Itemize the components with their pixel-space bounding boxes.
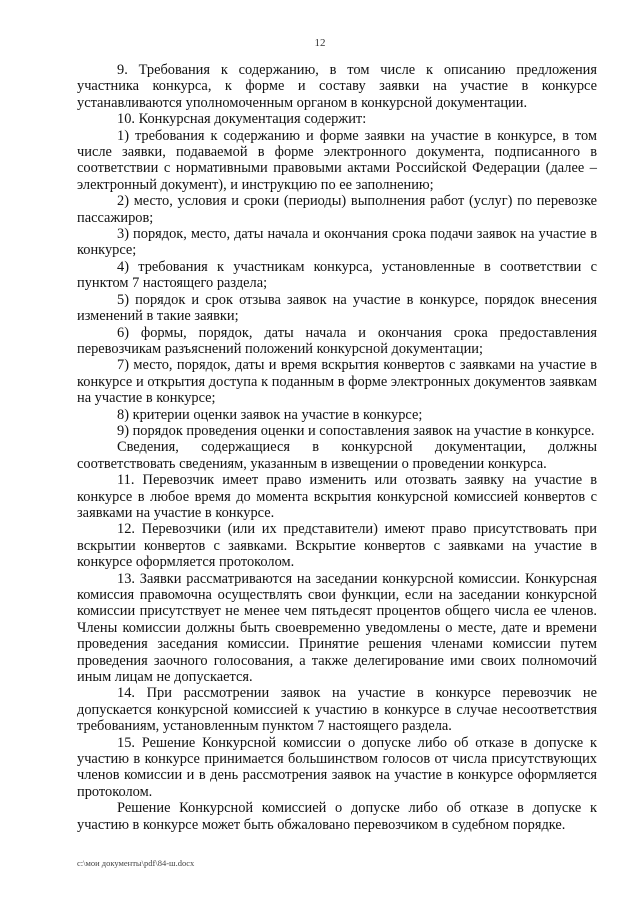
- paragraph-15: 15. Решение Конкурсной комиссии о допуске либо об отказе в допуске к участию в конкурсе принимается большинством голосов от числа присутствующих членов комиссии и в день рассмотрения заявок на участие в конкурсе оформляется протоколом.: [77, 734, 597, 800]
- list-item-2: 2) место, условия и сроки (периоды) выполнения работ (услуг) по перевозке пассажиров;: [77, 193, 597, 226]
- list-item-7: 7) место, порядок, даты и время вскрытия конвертов с заявками на участие в конкурсе и открытия доступа к поданным в форме электронных документов заявкам на участие в конкурсе;: [77, 357, 597, 407]
- paragraph-12: 12. Перевозчики (или их представители) имеют право присутствовать при вскрытии конвертов с заявками. Вскрытие конвертов с заявками на участие в конкурсе оформляется протоколом.: [77, 521, 597, 571]
- list-item-5: 5) порядок и срок отзыва заявок на участие в конкурсе, порядок внесения изменений в такие заявки;: [77, 291, 597, 325]
- paragraph-11: 11. Перевозчик имеет право изменить или отозвать заявку на участие в конкурсе в любое время до момента вскрытия конкурсной комиссией конвертов с заявками на участие в конкурсе.: [77, 472, 597, 521]
- paragraph-appeal: Решение Конкурсной комиссией о допуске либо об отказе в допуске к участию в конкурсе может быть обжаловано перевозчиком в судебном порядке.: [77, 800, 597, 833]
- list-item-3: 3) порядок, место, даты начала и окончания срока подачи заявок на участие в конкурсе;: [77, 226, 597, 259]
- paragraph-svedeniya: Сведения, содержащиеся в конкурсной документации, должны соответствовать сведениям, указанным в извещении о проведении конкурса.: [77, 439, 597, 472]
- paragraph-10: 10. Конкурсная документация содержит:: [117, 111, 367, 128]
- list-item-4: 4) требования к участникам конкурса, установленные в соответствии с пунктом 7 настоящего раздела;: [77, 258, 597, 292]
- paragraph-14: 14. При рассмотрении заявок на участие в конкурсе перевозчик не допускается конкурсной комиссией к участию в конкурсе в случае несоответствия требованиям, установленным пунктом 7 настоящего раздела.: [77, 685, 597, 735]
- list-item-6: 6) формы, порядок, даты начала и окончания срока предоставления перевозчикам разъяснений положений конкурсной документации;: [77, 324, 597, 357]
- list-item-9: 9) порядок проведения оценки и сопоставления заявок на участие в конкурсе.: [117, 422, 595, 439]
- paragraph-9: 9. Требования к содержанию, в том числе к описанию предложения участника конкурса, к форме и составу заявки на участие в конкурсе устанавливаются уполномоченным органом в конкурсной документации.: [77, 62, 597, 111]
- footer-file-path: c:\мои документы\pdf\84-ш.docx: [77, 858, 195, 868]
- list-item-8: 8) критерии оценки заявок на участие в конкурсе;: [117, 406, 423, 423]
- page-number: 12: [314, 37, 326, 49]
- document-body: [77, 62, 597, 833]
- paragraph-13: 13. Заявки рассматриваются на заседании конкурсной комиссии. Конкурсная комиссия правомочна осуществлять свои функции, если на заседании конкурсной комиссии присутствует не менее чем пятьдесят процентов общего числа ее членов. Члены комиссии должны быть своевременно уведомлены о месте, дате и времени проведения заседания комиссии. Принятие решения членами комиссии путем проведения заочного голосования, а также делегирование ими своих полномочий иным лицам не допускается.: [77, 570, 597, 686]
- list-item-1: 1) требования к содержанию и форме заявки на участие в конкурсе, в том числе заявки, подаваемой в форме электронного документа, подписанного в соответствии с нормативными правовыми актами Российской Федерации (далее – электронный документ), и инструкцию по ее заполнению;: [77, 127, 597, 193]
